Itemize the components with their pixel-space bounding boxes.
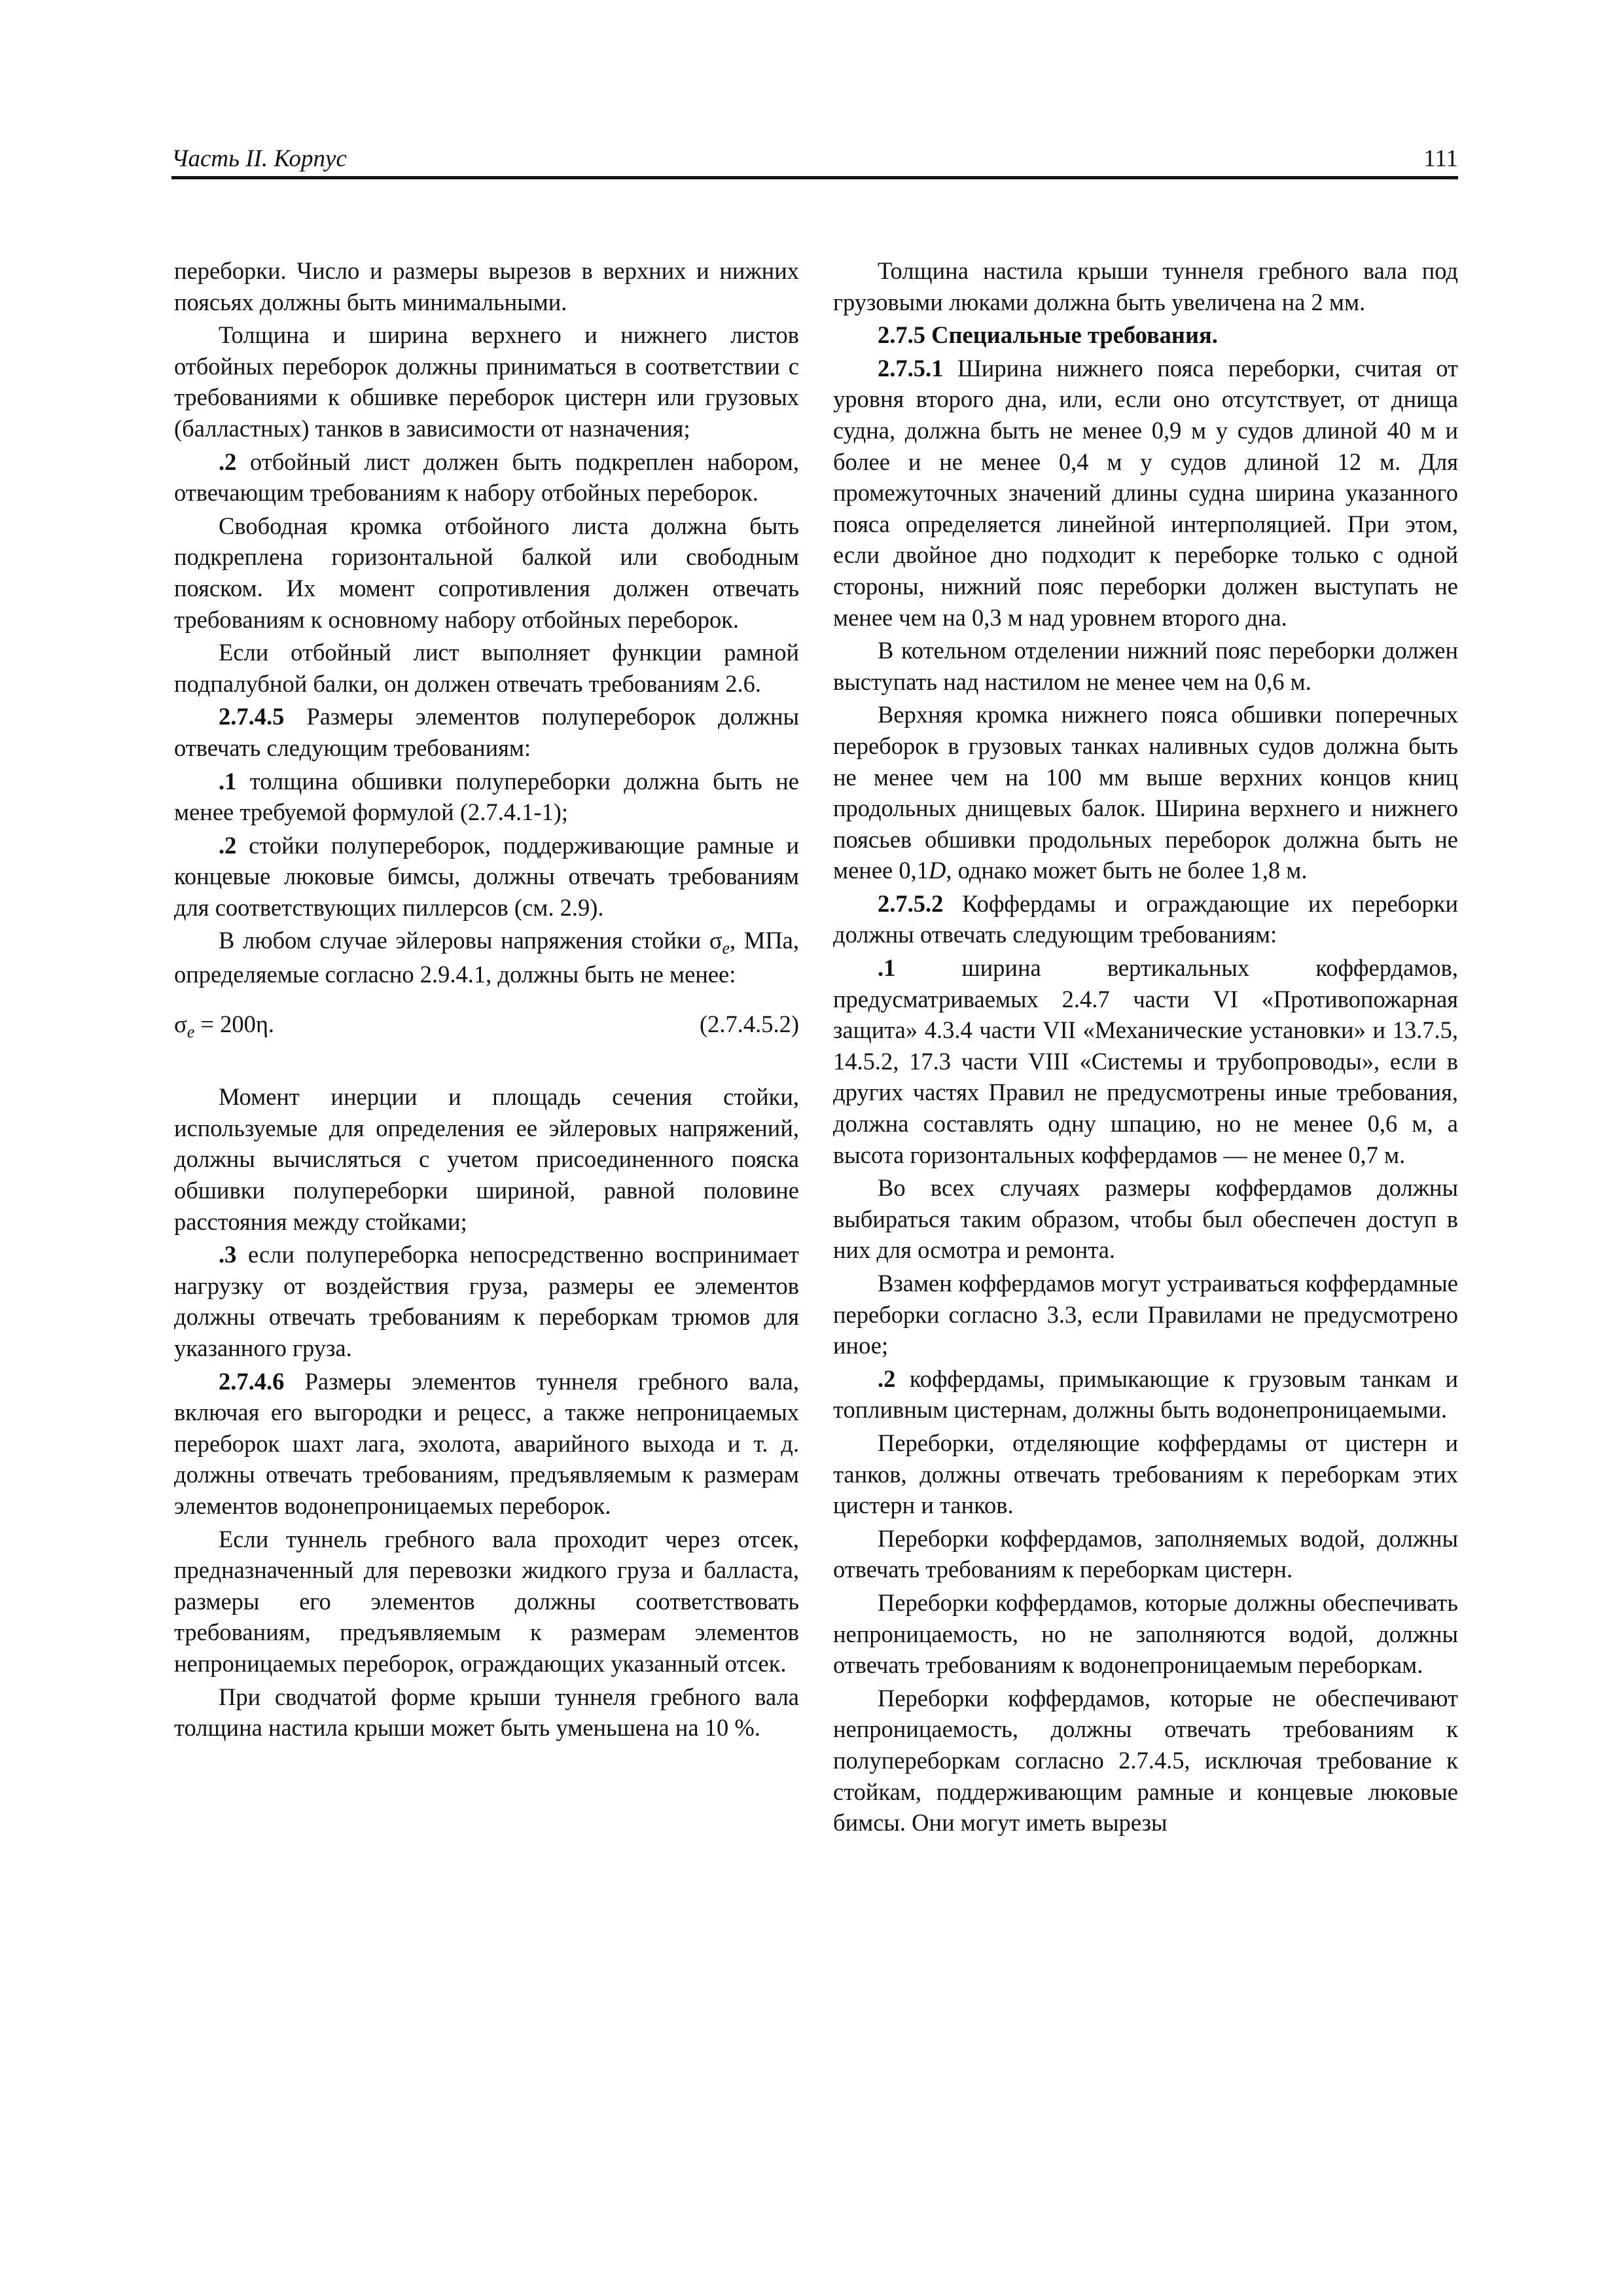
- paragraph: Переборки коффердамов, заполняемых водой, должны отвечать требованиям к переборкам цистерн.: [833, 1524, 1458, 1583]
- paragraph: [833, 353, 1458, 633]
- formula-expression: [174, 1009, 274, 1043]
- header-rule: [171, 176, 1458, 179]
- paragraph: Переборки коффердамов, которые не обеспечивают непроницаемость, должны отвечать требованиям к полупереборкам согласно 2.7.4.5, исключая требование к стойкам, поддерживающим рамные и концевые люковые бимсы. Они могут иметь вырезы: [833, 1684, 1458, 1837]
- paragraph: [174, 830, 799, 924]
- paragraph: Свободная кромка отбойного листа должна быть подкреплена горизонтальной балкой или свободным пояском. Их момент сопротивления должен отвечать требованиям к основному набору отбойных переборок.: [174, 512, 799, 633]
- paragraph: Если отбойный лист выполняет функции рамной подпалубной балки, он должен отвечать требованиям 2.6.: [174, 639, 799, 697]
- subscript: e: [722, 939, 730, 958]
- section-number: 2.7.5.2: [878, 889, 944, 917]
- paragraph: При сводчатой форме крыши туннеля гребного вала толщина настила крыши может быть уменьшена на 10 %.: [174, 1683, 799, 1742]
- paragraph-text: если полупереборка непосредственно воспринимает нагрузку от воздействия груза, размеры ее элементов должны отвечать требованиям к переборкам трюмов для указанного груза.: [174, 1241, 799, 1361]
- paragraph-text: Верхняя кромка нижнего пояса обшивки поперечных переборок в грузовых танках наливных судов должна быть не менее чем на 100 мм выше верхних концов книц продольных днищевых балок. Ширина верхнего и нижнего поясьев обшивки продольных переборок должна быть не менее 0,1: [833, 701, 1458, 884]
- paragraph-text: Размеры элементов полупереборок должны отвечать следующим требованиям:: [174, 703, 799, 761]
- left-column: [174, 255, 799, 1746]
- paragraph: Взамен коффердамов могут устраиваться коффердамные переборки согласно 3.3, если Правилами не предусмотрено иное;: [833, 1270, 1458, 1359]
- paragraph-text: коффердамы, примыкающие к грузовым танкам и топливным цистернам, должны быть водонепроницаемыми.: [833, 1365, 1458, 1424]
- section-number: 2.7.5.1: [878, 354, 944, 382]
- paragraph: [174, 701, 799, 763]
- paragraph-text: Коффердамы и ограждающие их переборки должны отвечать следующим требованиям:: [833, 889, 1458, 948]
- section-heading-text: 2.7.5 Специальные требования.: [878, 321, 1218, 349]
- section-heading: [833, 319, 1458, 351]
- symbol-d: D: [928, 857, 946, 884]
- paragraph: Толщина и ширина верхнего и нижнего листов отбойных переборок должны приниматься в соответствии с требованиями к обшивке переборок цистерн или грузовых (балластных) танков в зависимости от назначения;: [174, 321, 799, 442]
- item-number: .1: [878, 954, 896, 982]
- paragraph: переборки. Число и размеры вырезов в верхних и нижних поясьях должны быть минимальными.: [174, 257, 799, 315]
- formula-subscript: e: [187, 1022, 195, 1041]
- paragraph: [833, 699, 1458, 886]
- item-number: .2: [219, 831, 237, 859]
- paragraph: Момент инерции и площадь сечения стойки, используемые для определения ее эйлеровых напряжений, должны вычисляться с учетом присоединенного пояска обшивки полупереборки шириной, равной половине расстояния между стойками;: [174, 1083, 799, 1235]
- paragraph: [174, 766, 799, 828]
- page-header: [171, 140, 1458, 179]
- section-number: 2.7.4.6: [219, 1367, 285, 1395]
- paragraph-text: толщина обшивки полупереборки должна быть не менее требуемой формулой (2.7.4.1-1);: [174, 767, 799, 826]
- page-number: 111: [1423, 145, 1458, 172]
- paragraph: Толщина настила крыши туннеля гребного вала под грузовыми люками должна быть увеличена на 2 мм.: [833, 257, 1458, 315]
- paragraph: Если туннель гребного вала проходит через отсек, предназначенный для перевозки жидкого груза и балласта, размеры его элементов должны соответствовать требованиям, предъявляемым к размерам элементов непроницаемых переборок, ограждающих указанный отсек.: [174, 1525, 799, 1677]
- paragraph: [174, 925, 799, 990]
- paragraph: [833, 1363, 1458, 1426]
- paragraph: [174, 1239, 799, 1363]
- item-number: .3: [219, 1241, 237, 1268]
- formula: [174, 1009, 799, 1043]
- running-title: Часть II. Корпус: [171, 145, 347, 172]
- section-number: 2.7.4.5: [219, 703, 285, 730]
- paragraph-text: стойки полупереборок, поддерживающие рамные и концевые люковые бимсы, должны отвечать требованиям для соответствующих пиллерсов (см. 2.9).: [174, 831, 799, 921]
- right-column: [833, 255, 1458, 1840]
- paragraph-text: отбойный лист должен быть подкреплен набором, отвечающим требованиям к набору отбойных переборок.: [174, 448, 799, 507]
- paragraph: [174, 1366, 799, 1522]
- paragraph-text: , однако может быть не более 1,8 м.: [946, 857, 1308, 884]
- formula-symbol: σ: [174, 1010, 187, 1037]
- paragraph: В котельном отделении нижний пояс переборки должен выступать над настилом не менее чем на 0,6 м.: [833, 637, 1458, 695]
- paragraph-text: , МПа, определяемые согласно 2.9.4.1, должны быть не менее:: [174, 927, 800, 988]
- paragraph: Во всех случаях размеры коффердамов должны выбираться таким образом, чтобы был обеспечен доступ в них для осмотра и ремонта.: [833, 1174, 1458, 1264]
- paragraph: Переборки коффердамов, которые должны обеспечивать непроницаемость, но не заполняются водой, должны отвечать требованиям к водонепроницаемым переборкам.: [833, 1588, 1458, 1679]
- item-number: .2: [219, 448, 237, 475]
- paragraph-text: В любом случае эйлеровы напряжения стойки σ: [219, 927, 722, 954]
- paragraph: [833, 888, 1458, 950]
- item-number: .2: [878, 1365, 896, 1392]
- formula-reference: (2.7.4.5.2): [699, 1010, 799, 1037]
- paragraph: [833, 952, 1458, 1170]
- paragraph-text: ширина вертикальных коффердамов, предусматриваемых 2.4.7 части VI «Противопожарная защита» 4.3.4 части VII «Механические установки» и 13.7.5, 14.5.2, 17.3 части VIII «Системы и трубопроводы», если в других частях Правил не предусмотрены иные требования, должна составлять одну шпацию, но не менее 0,6 м, а высота горизонтальных коффердамов — не менее 0,7 м.: [833, 954, 1458, 1168]
- formula-rhs: = 200η.: [194, 1010, 275, 1037]
- paragraph-text: Ширина нижнего пояса переборки, считая от уровня второго дна, или, если оно отсутствует, от днища судна, должна быть не менее 0,9 м у судов длиной 40 м и более и не менее 0,4 м у судов длиной 12 м. Для промежуточных значений длины судна ширина указанного пояса определяется линейной интерполяцией. При этом, если двойное дно подходит к переборке только с одной стороны, нижний пояс переборки должен выступать не менее чем на 0,3 м над уровнем второго дна.: [833, 354, 1458, 631]
- paragraph: [174, 446, 799, 509]
- item-number: .1: [219, 767, 237, 795]
- paragraph: Переборки, отделяющие коффердамы от цистерн и танков, должны отвечать требованиям к переборкам этих цистерн и танков.: [833, 1429, 1458, 1519]
- paragraph-text: Размеры элементов туннеля гребного вала, включая его выгородки и рецесс, а также непроницаемых переборок шахт лага, эхолота, аварийного выхода и т. д. должны отвечать требованиям, предъявляемым к размерам элементов водонепроницаемых переборок.: [174, 1367, 799, 1519]
